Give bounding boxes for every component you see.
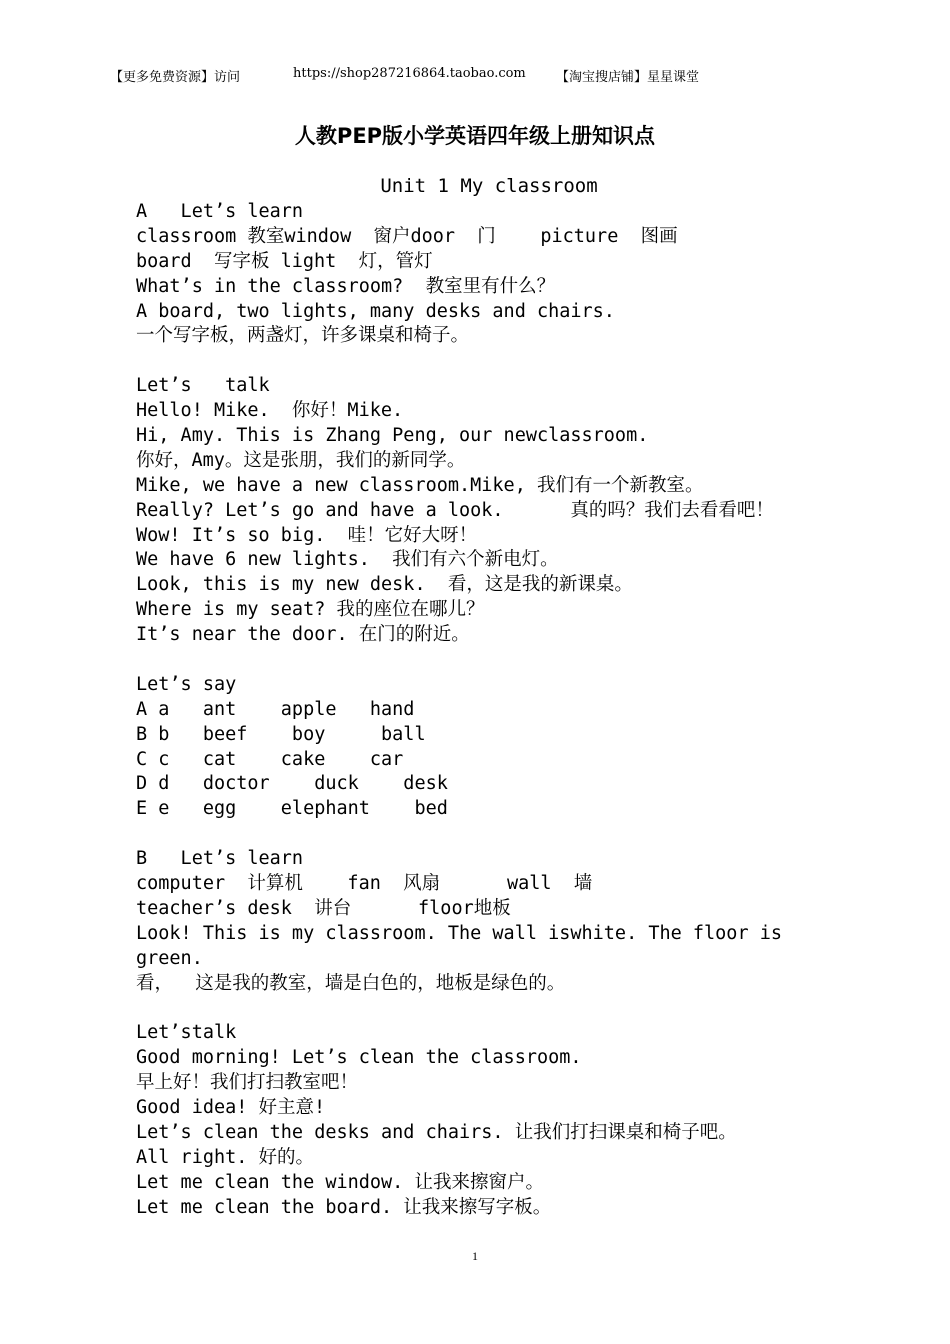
text-line: Look, this is my new desk. 看，这是我的新课桌。 <box>136 574 633 596</box>
text-line: Wow! It’s so big. 哇！它好大呀！ <box>136 524 478 546</box>
blank-line <box>136 997 846 1022</box>
text-line: teacher’s desk 讲台 floor地板 <box>136 897 511 919</box>
text-line: Where is my seat? 我的座位在哪儿？ <box>136 599 485 621</box>
text-line: Let me clean the window. 让我来擦窗户。 <box>136 1171 544 1193</box>
text-line: B b beef boy ball <box>136 723 426 745</box>
text-line: Mike, we have a new classroom.Mike, 我们有一个新教室。 <box>136 474 704 496</box>
blank-line <box>136 349 846 374</box>
text-line: We have 6 new lights. 我们有六个新电灯。 <box>136 549 559 571</box>
page-number: 1 <box>472 1249 478 1263</box>
text-line: A Let’s learn <box>136 201 304 222</box>
text-line: Hi, Amy. This is Zhang Peng, our newclassroom. <box>136 425 649 447</box>
text-line: A board, two lights, many desks and chairs. <box>136 300 615 322</box>
text-line: E e egg elephant bed <box>136 798 448 820</box>
header-promo: 【更多免费资源】访问 <box>110 70 241 85</box>
text-line: Look! This is my classroom. The wall iswhite. The floor is <box>136 922 783 944</box>
page-title: 人教PEP版小学英语四年级上册知识点 <box>294 124 656 148</box>
text-line: B Let’s learn <box>136 848 304 870</box>
text-line: A a ant apple hand <box>136 698 415 720</box>
text-line: Good morning! Let’s clean the classroom. <box>136 1047 582 1069</box>
text-line: Let’s talk <box>136 375 270 397</box>
text-line: What’s in the classroom? 教室里有什么？ <box>136 275 556 297</box>
text-line: It’s near the door. 在门的附近。 <box>136 624 470 646</box>
text-line: board 写字板 light 灯，管灯 <box>136 250 433 272</box>
text-line: Let’stalk <box>136 1022 237 1044</box>
text-line: 早上好！我们打扫教室吧！ <box>136 1072 359 1094</box>
text-line: classroom 教室window 窗户door 门 picture 图画 <box>136 225 678 247</box>
unit-heading: Unit 1 My classroom <box>380 175 598 197</box>
text-line: 你好，Amy。这是张朋，我们的新同学。 <box>136 449 466 471</box>
text-line: green. <box>136 947 203 969</box>
text-line: Let’s say <box>136 673 237 695</box>
text-line: Let me clean the board. 让我来擦写字板。 <box>136 1196 552 1218</box>
document-body <box>136 200 846 1221</box>
text-line: C c cat cake car <box>136 748 404 770</box>
text-line: Good idea! 好主意! <box>136 1097 326 1119</box>
text-line: All right. 好的。 <box>136 1146 315 1168</box>
text-line: computer 计算机 fan 风扇 wall 墙 <box>136 873 593 895</box>
blank-line <box>136 648 846 673</box>
header-url: https://shop287216864.taobao.com <box>293 66 526 81</box>
header-shop: 【淘宝搜店铺】星星课堂 <box>556 70 700 85</box>
text-line: 看， 这是我的教室，墙是白色的，地板是绿色的。 <box>136 972 566 994</box>
text-line: Let’s clean the desks and chairs. 让我们打扫课桌和椅子吧。 <box>136 1121 737 1143</box>
text-line: Really? Let’s go and have a look. 真的吗？我们去看看吧！ <box>136 499 774 521</box>
blank-line <box>136 822 846 847</box>
text-line: D d doctor duck desk <box>136 773 448 795</box>
text-line: 一个写字板，两盏灯，许多课桌和椅子。 <box>136 325 470 347</box>
text-line: Hello! Mike. 你好！Mike. <box>136 400 404 422</box>
